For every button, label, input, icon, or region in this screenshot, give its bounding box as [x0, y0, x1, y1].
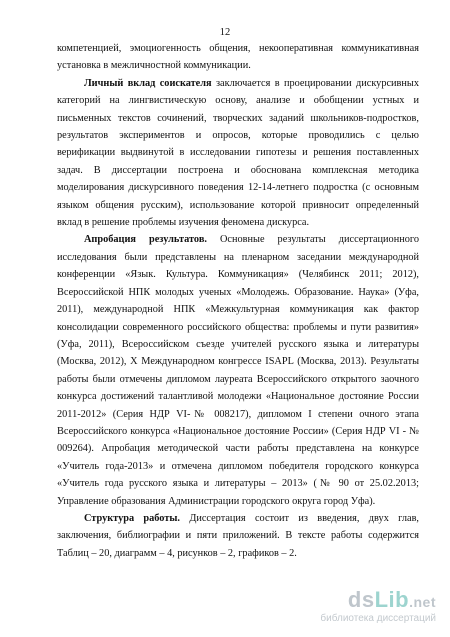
paragraph-text: заключается в проецировании дискурсивных категорий на лингвистическую основу, анализе и обобщении устных и письменных текстов сочинений, творческих заданий школьников-подростков, результатов экспериментов и опросов, которые проводились с целью верификации выдвинутой в исследовании гипотезы и решения поставленных задач. В диссертации построена и обоснована комплексная методика моделирования дискурсивного поведения 12-14-летнего подростка (с основным языком общения русским), использование которой привносит определенный вклад в решение проблемы изучения феномена дискурса. [57, 77, 419, 229]
paragraph-personal-contribution [57, 75, 419, 232]
page-number: 12 [219, 27, 231, 38]
paragraph-text: Диссертация состоит из введения, двух глав, заключения, библиографии и пяти приложений. В тексте работы содержится Таблиц – 20, диаграмм – 4, рисунков – 2, графиков – 2. [57, 512, 420, 559]
paragraph-structure [57, 510, 419, 562]
document-body [57, 40, 419, 562]
watermark-brand: dsLib.net [347, 587, 436, 612]
paragraph-heading: Структура работы. [84, 512, 180, 524]
paragraph-text: Основные результаты диссертационного исследования были представлены на пленарном заседании международной конференции «Язык. Культура. Коммуникация» (Челябинск 2011; 2012), Всероссийской НПК молодых ученых «Молодежь. Образование. Наука» (Уфа, 2011), международной НПК «Межкультурная коммуникация как фактор консолидации современного российского общества: проблемы и пути развития» (Уфа, 2011), Всероссийском съезде учителей русского языка и литературы (Москва, 2012), X Международном конгрессе ISAPL (Москва, 2013). Результаты работы были отмечены дипломом лауреата Всероссийского открытого заочного конкурса достижений талантливой молодежи «Национальное достояние России 2011-2012» (Серия НДР VI-№ 008217), дипломом I степени очного этапа Всероссийского конкурса «Национальное достояние России» (Серия НДР VI - № 009264). Апробация методической части работы представлена на конкурсе «Учитель года-2013» и отмечена дипломом победителя городского конкурса «Учитель года русского языка и литературы – 2013» (№ 90 от 25.02.2013; Управление образования Администрации городского округа город Уфа). [57, 234, 419, 507]
watermark-subtitle: библиотека диссертаций [320, 613, 436, 624]
paragraph-heading: Личный вклад соискателя [84, 77, 212, 89]
paragraph-approbation [57, 231, 419, 510]
paragraph-text: компетенцией, эмоциогенность общения, некооперативная коммуникативная установка в межличностной коммуникации. [57, 43, 419, 72]
paragraph-continuation [57, 40, 419, 75]
watermark-logo [286, 587, 436, 629]
paragraph-heading: Апробация результатов. [84, 234, 207, 246]
